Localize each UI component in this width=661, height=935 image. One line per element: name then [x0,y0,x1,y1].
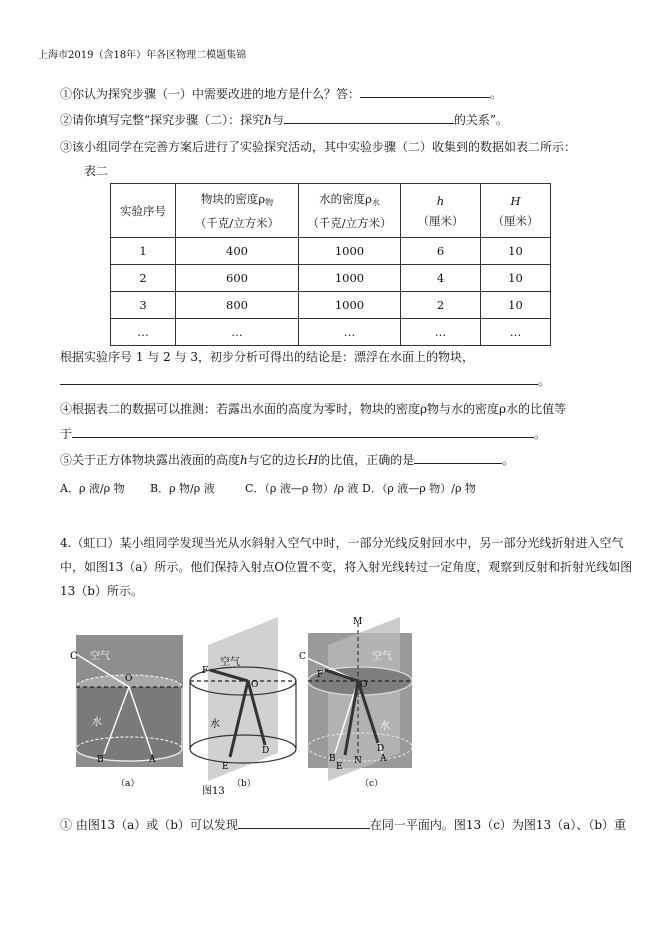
question-4-answer [60,426,546,442]
figure-c [299,617,412,781]
label-o: O [360,680,368,690]
option-d[interactable]: D．（ρ 液—ρ 物）/ρ 物 [362,482,476,495]
label-b: B [329,754,336,764]
label-m: M [353,617,363,627]
table-cell: 10 [481,292,551,319]
question-2 [60,112,508,128]
table-cell: 800 [176,292,299,319]
answer-blank [360,86,490,98]
page-header: 上海市2019（含18年）年各区物理二模题集锦 [38,50,247,61]
table-caption: 表二 [84,164,109,178]
table-row [111,292,551,319]
label-e: E [222,762,229,772]
label-e: E [336,762,343,772]
header-cell: 物块的密度$\rho_物$ （千克/立方米） [176,184,299,238]
caption-a: （a） [116,779,140,789]
label-b: B [97,755,104,765]
label-f: F [202,666,209,676]
option-a[interactable]: A．ρ 液/ρ 物 [60,482,125,495]
table-cell: 400 [176,238,299,265]
table-cell: 1000 [299,265,401,292]
table-cell: … [401,319,481,346]
table-cell: 600 [176,265,299,292]
table-cell: … [299,319,401,346]
question-4-tail: 。 [534,427,547,441]
option-b[interactable]: B．ρ 物/ρ 液 [150,482,215,495]
problem-4-line-1: 4.（虹口）某小组同学发现当光从水斜射入空气中时，一部分光线反射回水中，另一部分光线折射进入空气 [60,536,624,550]
table-cell: 1 [111,238,176,265]
label-o: O [125,674,133,684]
label-o: O [251,680,259,690]
label-air: 空气 [220,657,240,668]
answer-blank [284,112,454,124]
table-cell: 2 [111,265,176,292]
answer-blank [238,817,370,829]
question-1 [60,86,502,102]
question-2-text: ②请你填写完整“探究步骤（二）：探究 [60,113,265,127]
question-4: ④根据表二的数据可以推测：若露出水面的高度为零时，物块的密度ρ物与水的密度ρ水的比值等 [60,402,567,416]
figure-13 [70,615,420,800]
table-cell: … [111,319,176,346]
question-2-text-b: 与 [271,113,284,127]
question-1-text: ①你认为探究步骤（一）中需要改进的地方是什么？答： [60,87,361,101]
label-air: 空气 [90,651,110,662]
table-cell: … [176,319,299,346]
data-table [110,183,551,346]
label-water: 水 [92,717,102,728]
table-row [111,238,551,265]
header-cell: H （厘米） [481,184,551,238]
question-3: ③该小组同学在完善方案后进行了实验探究活动，其中实验步骤（二）收集到的数据如表二所示： [60,140,577,154]
label-water: 水 [210,719,220,730]
label-c: C [299,652,306,662]
answer-blank [72,426,534,438]
table-cell: 3 [111,292,176,319]
label-water: 水 [380,721,390,732]
label-a: A [149,755,156,765]
header-cell: h （厘米） [401,184,481,238]
question-4-cont: 于 [60,427,73,441]
header-cell: 水的密度$\rho_水$ （千克/立方米） [299,184,401,238]
problem-4-line-2: 中，如图13（a）所示。他们保持入射点O位置不变，将入射光线转过一定角度，观察到反射和折射光线如图 [60,560,633,574]
analysis-tail: 。 [538,374,551,388]
question-2-tail: 的关系”。 [453,113,509,127]
table-cell: 1000 [299,292,401,319]
caption-c: （c） [360,779,384,789]
label-air: 空气 [372,651,392,662]
label-d: D [377,744,385,754]
table-row [111,319,551,346]
table-cell: 4 [401,265,481,292]
label-d: D [262,746,270,756]
header-cell: 实验序号 [111,184,176,238]
figure-b [190,617,296,781]
label-f: F [317,670,324,680]
table-cell: … [481,319,551,346]
caption-b: （b） [232,779,256,789]
var-h: h [264,113,272,127]
answer-blank [60,373,538,385]
option-c[interactable]: C．（ρ 液—ρ 物）/ρ 液 [245,482,359,495]
table-row [111,265,551,292]
table-cell: 10 [481,238,551,265]
problem-4-line-3: 13（b）所示。 [60,584,143,598]
table-header-row [111,184,551,238]
answer-blank [414,452,502,464]
figure-a [70,635,183,767]
label-c: C [70,651,78,662]
question-1-tail: 。 [490,87,503,101]
figure-caption: 图13 [202,786,225,797]
label-a: A [380,754,387,764]
question-5: ⑤关于正方体物块露出液面的高度h与它的边长H的比值，正确的是 。 [60,453,515,467]
table-cell: 6 [401,238,481,265]
table-cell: 2 [401,292,481,319]
table-cell: 1000 [299,238,401,265]
analysis-answer [60,373,550,389]
table-cell: 10 [481,265,551,292]
label-n: N [354,756,362,766]
last-line: ① 由图13（a）或（b）可以发现 在同一平面内。图13（c）为图13（a）、（b）重 [60,818,627,832]
analysis-text: 根据实验序号 1 与 2 与 3，初步分析可得出的结论是：漂浮在水面上的物块， [60,350,474,364]
